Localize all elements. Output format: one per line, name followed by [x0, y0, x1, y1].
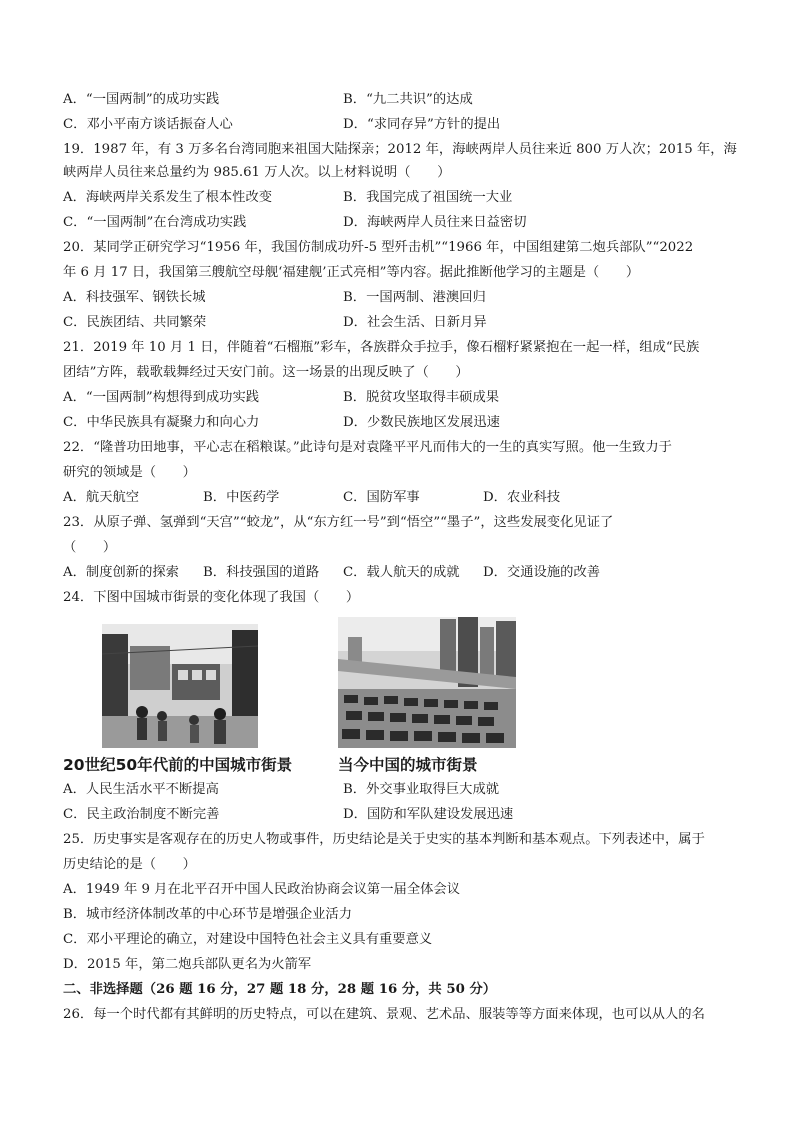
q20-stem-line2: 年 6 月 17 日，我国第三艘航空母舰‘福建舰’正式亮相”等内容。据此推断他学习的主题是（ ）	[63, 265, 640, 280]
q21-option-c[interactable]: C．中华民族具有凝聚力和向心力	[63, 415, 260, 430]
q19-option-b[interactable]: B．我国完成了祖国统一大业	[343, 190, 513, 205]
q23-option-b[interactable]: B．科技强国的道路	[203, 565, 320, 580]
q24-stem-line1: 24．下图中国城市街景的变化体现了我国（ ）	[63, 590, 360, 605]
q20-option-d[interactable]: D．社会生活、日新月异	[343, 315, 487, 330]
q21-option-b[interactable]: B．脱贫攻坚取得丰硕成果	[343, 390, 500, 405]
caption-old-street: 20世纪50年代前的中国城市街景	[63, 756, 293, 774]
q23-stem-line2: （ ）	[63, 540, 117, 555]
q19-stem-line2: 峡两岸人员往来总量约为 985.61 万人次。以上材料说明（ ）	[63, 165, 451, 180]
q22-option-a[interactable]: A．航天航空	[63, 490, 140, 505]
q19-option-d[interactable]: D．海峡两岸人员往来日益密切	[343, 215, 527, 230]
q25-option-a[interactable]: A．1949 年 9 月在北平召开中国人民政治协商会议第一届全体会议	[63, 882, 461, 897]
q18-option-c[interactable]: C．邓小平南方谈话振奋人心	[63, 117, 233, 132]
q19-option-c[interactable]: C．“一国两制”在台湾成功实践	[63, 215, 247, 230]
q21-option-d[interactable]: D．少数民族地区发展迅速	[343, 415, 500, 430]
q24-option-d[interactable]: D．国防和军队建设发展迅速	[343, 807, 514, 822]
old-street-illustration	[102, 624, 258, 748]
q25-option-c[interactable]: C．邓小平理论的确立，对建设中国特色社会主义具有重要意义	[63, 932, 433, 947]
old-street-photo	[102, 624, 258, 748]
q18-option-a[interactable]: A．“一国两制”的成功实践	[63, 92, 220, 107]
q22-stem-line2: 研究的领域是（ ）	[63, 465, 196, 480]
modern-street-photo	[338, 617, 516, 748]
q23-option-a[interactable]: A．制度创新的探索	[63, 565, 179, 580]
q18-option-b[interactable]: B．“九二共识”的达成	[343, 92, 473, 107]
q22-option-b[interactable]: B．中医药学	[203, 490, 280, 505]
q19-option-a[interactable]: A．海峡两岸关系发生了根本性改变	[63, 190, 273, 205]
section-2-heading: 二、非选择题（26 题 16 分，27 题 18 分，28 题 16 分，共 50 分）	[63, 982, 497, 997]
q23-option-c[interactable]: C．载人航天的成就	[343, 565, 460, 580]
caption-modern-street: 当今中国的城市街景	[338, 756, 478, 774]
q24-option-c[interactable]: C．民主政治制度不断完善	[63, 807, 220, 822]
q21-option-a[interactable]: A．“一国两制”构想得到成功实践	[63, 390, 260, 405]
q24-option-a[interactable]: A．人民生活水平不断提高	[63, 782, 219, 797]
q19-stem-line1: 19．1987 年，有 3 万多名台湾同胞来祖国大陆探亲；2012 年，海峡两岸人员往来近 800 万人次；2015 年，海	[63, 142, 737, 157]
q22-option-c[interactable]: C．国防军事	[343, 490, 420, 505]
q22-option-d[interactable]: D．农业科技	[483, 490, 561, 505]
q25-stem-line1: 25．历史事实是客观存在的历史人物或事件，历史结论是关于史实的基本判断和基本观点。下列表述中，属于	[63, 832, 705, 847]
q20-option-a[interactable]: A．科技强军、钢铁长城	[63, 290, 206, 305]
q21-stem-line1: 21．2019 年 10 月 1 日，伴随着“石榴瓶”彩车，各族群众手拉手，像石榴籽紧紧抱在一起一样，组成“民族	[63, 340, 700, 355]
modern-street-illustration	[338, 617, 516, 748]
q26-stem-line1: 26．每一个时代都有其鲜明的历史特点，可以在建筑、景观、艺术品、服装等等方面来体现，也可以从人的名	[63, 1007, 705, 1022]
q20-option-c[interactable]: C．民族团结、共同繁荣	[63, 315, 207, 330]
q22-stem-line1: 22．“隆普功田地事，平心志在稻粮谋。”此诗句是对袁隆平平凡而伟大的一生的真实写照。他一生致力于	[63, 440, 672, 455]
q25-option-b[interactable]: B．城市经济体制改革的中心环节是增强企业活力	[63, 907, 353, 922]
q21-stem-line2: 团结”方阵，载歌载舞经过天安门前。这一场景的出现反映了（ ）	[63, 365, 469, 380]
q24-option-b[interactable]: B．外交事业取得巨大成就	[343, 782, 500, 797]
q25-stem-line2: 历史结论的是（ ）	[63, 857, 196, 872]
q23-stem-line1: 23．从原子弹、氢弹到“天宫”“蛟龙”，从“东方红一号”到“悟空”“墨子”，这些发展变化见证了	[63, 515, 614, 530]
q20-stem-line1: 20．某同学正研究学习“1956 年，我国仿制成功歼-5 型歼击机”“1966 年，中国组建第二炮兵部队”“2022	[63, 240, 694, 255]
q20-option-b[interactable]: B．一国两制、港澳回归	[343, 290, 486, 305]
q23-option-d[interactable]: D．交通设施的改善	[483, 565, 601, 580]
q18-option-d[interactable]: D．“求同存异”方针的提出	[343, 117, 501, 132]
q25-option-d[interactable]: D．2015 年，第二炮兵部队更名为火箭军	[63, 957, 312, 972]
